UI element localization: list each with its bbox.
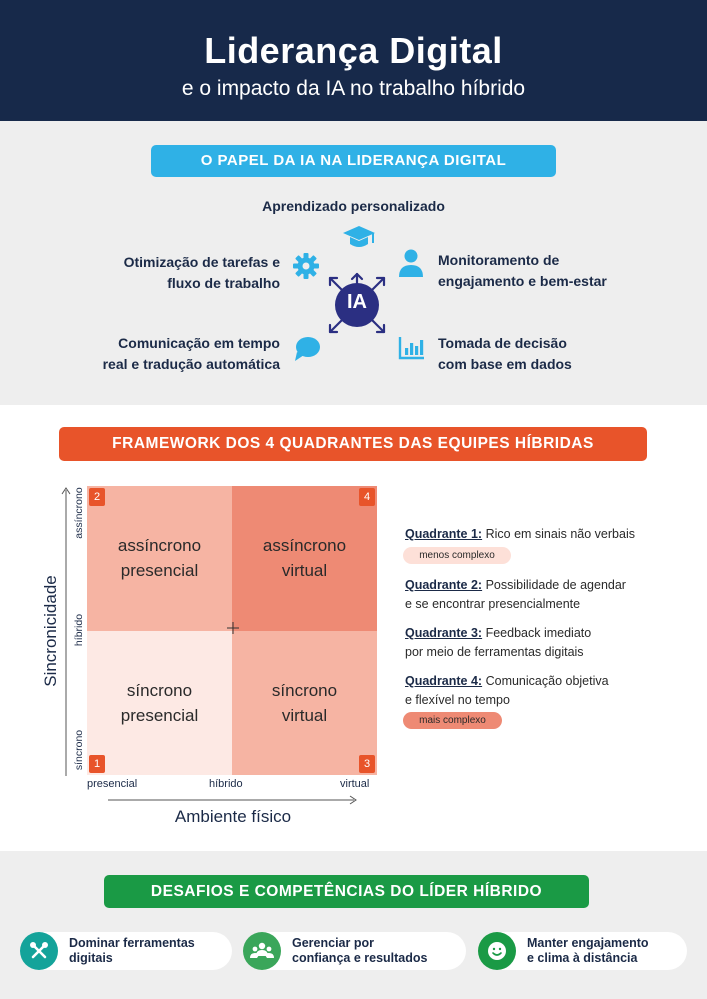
quadrant-number-4: 4: [359, 488, 375, 506]
graduation-cap-icon: [342, 224, 376, 252]
ia-label-line: engajamento e bem-estar: [438, 273, 607, 289]
quadrant-number-2: 2: [89, 488, 105, 506]
quadrant-desc-title: Quadrante 3:: [405, 626, 483, 640]
user-icon: [398, 248, 424, 278]
smiley-icon: [478, 932, 516, 970]
y-axis-arrow: [61, 486, 71, 778]
x-axis-title: Ambiente físico: [174, 807, 292, 826]
page-title: Liderança Digital: [204, 30, 503, 71]
more-complex-tag: mais complexo: [403, 712, 502, 729]
x-tick-presencial: presencial: [87, 778, 138, 790]
ia-label-task-optimization: [60, 252, 280, 294]
quadrant-3: [232, 631, 377, 776]
less-complex-tag: menos complexo: [403, 547, 511, 564]
challenge-card-trust: [243, 932, 466, 970]
challenge-card-tools: [20, 932, 232, 970]
ia-label-line: fluxo de trabalho: [167, 275, 280, 291]
challenges-section: [0, 851, 707, 999]
x-tick-hybrid: híbrido: [209, 778, 243, 790]
ia-label-line: Otimização de tarefas e: [123, 254, 280, 270]
y-axis-title: Sincronicidade: [41, 575, 60, 687]
quadrant-desc-title: Quadrante 4:: [405, 674, 483, 688]
quadrant-4: [232, 486, 377, 631]
quadrant-4-description: [405, 672, 695, 710]
gear-icon: [292, 252, 320, 280]
quadrant-label-line: assíncrono: [262, 536, 347, 556]
quadrant-label-line: presencial: [120, 705, 199, 725]
quadrant-desc-text: Comunicação objetiva: [485, 674, 609, 688]
quadrant-desc-text: por meio de ferramentas digitais: [405, 645, 584, 659]
ia-label-line: com base em dados: [438, 356, 572, 372]
quadrant-desc-text: Feedback imediato: [485, 626, 592, 640]
page-subtitle: e o impacto da IA no trabalho híbrido: [181, 77, 526, 100]
y-tick-sync: síncrono: [73, 729, 85, 771]
quadrant-label-line: presencial: [120, 561, 199, 581]
quadrant-label-line: síncrono: [126, 680, 193, 700]
quadrant-desc-text: Possibilidade de agendar: [485, 578, 626, 592]
challenge-card-label: Manter engajamento e clima à distância: [527, 936, 649, 965]
framework-heading: FRAMEWORK DOS 4 QUADRANTES DAS EQUIPES HÍBRIDAS: [59, 427, 647, 461]
center-crosshair-icon: [227, 622, 239, 634]
team-icon: [243, 932, 281, 970]
quadrant-desc-text: e flexível no tempo: [405, 693, 510, 707]
x-axis-arrow: [108, 795, 358, 805]
ia-hub-label: IA: [347, 291, 367, 313]
quadrant-grid: [87, 486, 377, 775]
quadrant-3-description: [405, 624, 695, 662]
ia-label-line: Comunicação em tempo: [118, 335, 280, 351]
tools-icon: [20, 932, 58, 970]
y-tick-async: assíncrono: [73, 487, 85, 539]
x-tick-virtual: virtual: [340, 778, 370, 790]
quadrant-1-description: [405, 525, 695, 544]
ia-label-engagement-monitoring: [438, 250, 678, 292]
ia-label-line: real e tradução automática: [102, 356, 280, 372]
ia-label-personalized-learning: Aprendizado personalizado: [262, 198, 445, 214]
challenge-card-label: Gerenciar por confiança e resultados: [292, 936, 428, 965]
chat-bubble-icon: [293, 336, 321, 362]
ia-label-line: Tomada de decisão: [438, 335, 567, 351]
ia-label-communication: [40, 333, 280, 375]
quadrant-2: [87, 486, 232, 631]
quadrant-label-line: virtual: [281, 561, 328, 581]
quadrant-number-1: 1: [89, 755, 105, 773]
quadrant-desc-title: Quadrante 2:: [405, 578, 483, 592]
quadrant-1: [87, 631, 232, 776]
quadrant-2-description: [405, 576, 695, 614]
quadrant-number-3: 3: [359, 755, 375, 773]
bar-chart-icon: [398, 335, 426, 361]
ia-label-data-decision: [438, 333, 678, 375]
challenges-heading: DESAFIOS E COMPETÊNCIAS DO LÍDER HÍBRIDO: [104, 875, 589, 908]
header-banner: [0, 0, 707, 121]
challenge-card-engagement: [478, 932, 687, 970]
quadrant-label-line: síncrono: [271, 680, 338, 700]
quadrant-label-line: virtual: [281, 705, 328, 725]
ai-role-heading: O PAPEL DA IA NA LIDERANÇA DIGITAL: [151, 145, 556, 177]
quadrant-desc-title: Quadrante 1:: [405, 527, 483, 541]
ai-role-section: [0, 121, 707, 405]
y-tick-hybrid: híbrido: [73, 613, 85, 647]
quadrant-desc-text: Rico em sinais não verbais: [485, 527, 635, 541]
challenge-card-label: Dominar ferramentas digitais: [69, 936, 195, 965]
quadrant-label-line: assíncrono: [117, 536, 202, 556]
quadrant-desc-text: e se encontrar presencialmente: [405, 597, 581, 611]
ia-label-line: Monitoramento de: [438, 252, 560, 268]
